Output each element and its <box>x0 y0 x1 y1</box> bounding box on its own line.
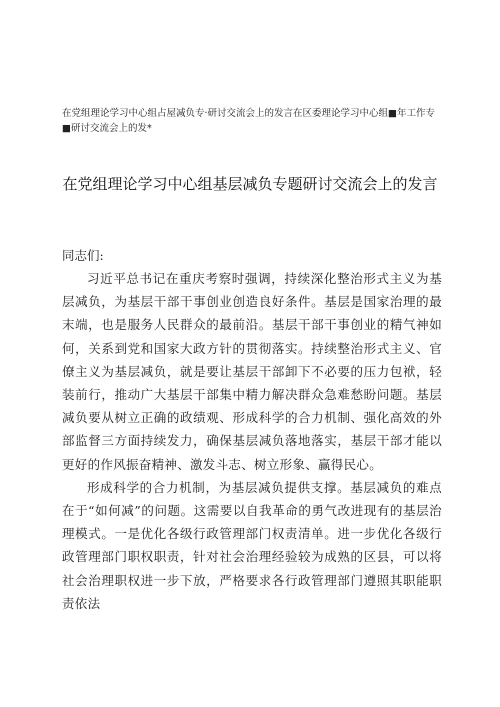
document-title: 在党组理论学习中心组基层减负专题研讨交流会上的发言 <box>62 175 438 193</box>
salutation: 同志们: <box>62 248 104 263</box>
body-text <box>62 267 442 615</box>
paragraph: 习近平总书记在重庆考察时强调，持续深化整治形式主义为基层减负，为基层干部干事创业创造良好条件。基层是国家治理的最末端，也是服务人民群众的最前沿。基层干部干事创业的精气神如何，关系到党和国家大政方针的贯彻落实。持续整治形式主义、官僚主义为基层减负，就是要让基层干部卸下不必要的压力包袱，轻装前行，推动广大基层干部集中精力解决群众急难愁盼问题。基层减负要从树立正确的政绩观、形成科学的合力机制、强化高效的外部监督三方面持续发力，确保基层减负落地落实，基层干部才能以更好的作风振奋精神、激发斗志、树立形象、赢得民心。 <box>62 271 442 472</box>
header-note: 在党组理论学习中心组占屋减负专·研讨交流会上的发言在区委理论学习中心组■年工作专■研讨交流会上的发* <box>62 108 435 134</box>
paragraph: 形成科学的合力机制，为基层减负提供支撑。基层减负的难点在于“如何减”的问题。这需要以自我革命的勇气改进现有的基层治理模式。一是优化各级行政管理部门权责清单。进一步优化各级行政管理部门职权职责，针对社会治理经验较为成熟的区县，可以将社会治理职权进一步下放，严格要求各行政管理部门遵照其职能职责依法 <box>62 479 442 611</box>
